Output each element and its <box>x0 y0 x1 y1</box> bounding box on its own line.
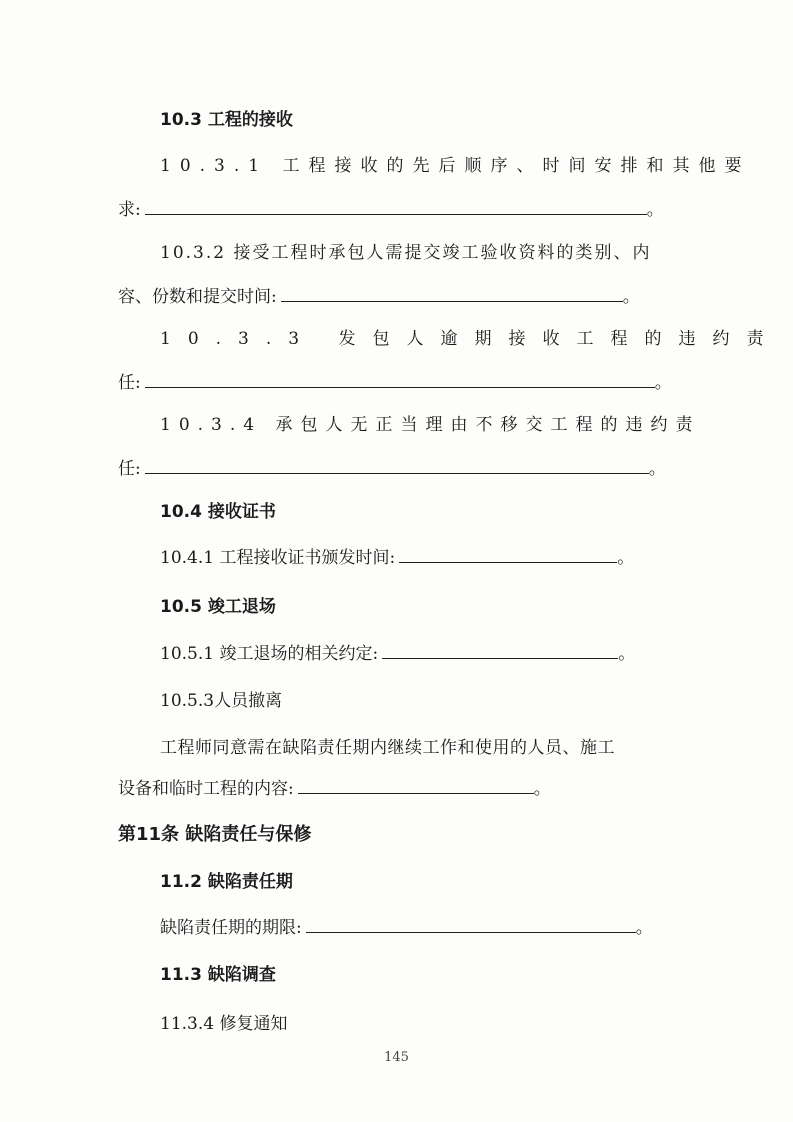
section-heading-10-4: 10.4 接收证书 <box>160 502 276 522</box>
clause-11-2 <box>160 915 653 941</box>
period: 。 <box>622 287 640 307</box>
page-number: 145 <box>384 1050 409 1065</box>
fill-blank <box>298 777 534 794</box>
clause-label: 10.5.1 竣工退场的相关约定: <box>160 644 379 664</box>
clause-10-5-3: 10.5.3人员撤离 <box>160 691 283 711</box>
period: 。 <box>646 200 664 220</box>
clause-10-3-4: 10.3.4 承包人无正当理由不移交工程的违约责 <box>160 415 701 435</box>
clause-label: 任: <box>118 459 141 479</box>
section-heading-10-3: 10.3 工程的接收 <box>160 110 293 130</box>
fill-blank <box>382 642 618 659</box>
engineer-clause: 工程师同意需在缺陷责任期内继续工作和使用的人员、施工 <box>160 738 615 758</box>
section-heading-11-2: 11.2 缺陷责任期 <box>160 872 293 892</box>
period: 。 <box>654 373 672 393</box>
engineer-clause-cont <box>118 776 551 802</box>
clause-10-3-1: 10.3.1 工程接收的先后顺序、时间安排和其他要 <box>160 156 751 176</box>
clause-label: 任: <box>118 373 141 393</box>
clause-label: 缺陷责任期的期限: <box>160 918 302 938</box>
clause-label: 10.4.1 工程接收证书颁发时间: <box>160 548 396 568</box>
period: 。 <box>635 918 653 938</box>
clause-10-3-3-cont <box>118 370 672 396</box>
clause-10-3-1-cont <box>118 197 664 223</box>
clause-10-3-3: 10.3.3 发包人逾期接收工程的违约责 <box>160 329 781 349</box>
fill-blank <box>145 198 647 215</box>
clause-11-3-4: 11.3.4 修复通知 <box>160 1014 288 1034</box>
section-heading-10-5: 10.5 竣工退场 <box>160 597 276 617</box>
clause-10-3-2-cont <box>118 284 640 310</box>
clause-10-3-2: 10.3.2 接受工程时承包人需提交竣工验收资料的类别、内 <box>160 243 652 263</box>
period: 。 <box>617 548 635 568</box>
fill-blank <box>306 916 636 933</box>
clause-label: 求: <box>118 200 141 220</box>
fill-blank <box>145 371 655 388</box>
clause-label: 容、份数和提交时间: <box>118 287 277 307</box>
fill-blank <box>145 457 649 474</box>
clause-10-3-4-cont <box>118 456 666 482</box>
article-heading-11: 第11条 缺陷责任与保修 <box>118 824 312 845</box>
fill-blank <box>399 546 617 563</box>
fill-blank <box>281 285 623 302</box>
period: 。 <box>648 459 666 479</box>
clause-label: 设备和临时工程的内容: <box>118 779 294 799</box>
section-heading-11-3: 11.3 缺陷调查 <box>160 965 276 985</box>
period: 。 <box>618 644 636 664</box>
clause-10-4-1 <box>160 545 634 571</box>
clause-10-5-1 <box>160 641 635 667</box>
period: 。 <box>533 779 551 799</box>
